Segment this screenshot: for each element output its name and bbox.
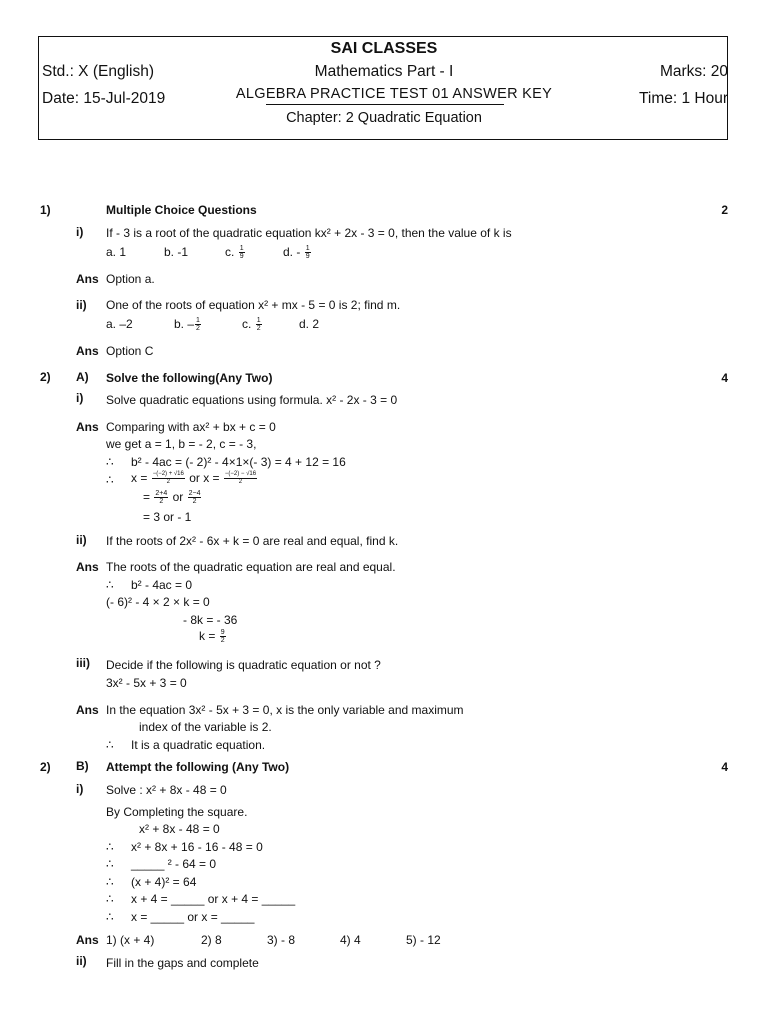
std-label: Std.: X (English) bbox=[42, 63, 154, 80]
step-line: (x + 4)² = 64 bbox=[131, 875, 197, 889]
option-c: c. $\frac{1}{2}$ bbox=[242, 317, 261, 333]
option-d: d. 2 bbox=[299, 317, 320, 331]
chapter-label: Chapter: 2 Quadratic Equation bbox=[286, 110, 482, 126]
question-text: Fill in the gaps and complete bbox=[106, 956, 259, 970]
therefore-symbol: ∴ bbox=[106, 578, 114, 592]
option-c: c. $\frac{1}{9}$ bbox=[225, 245, 244, 261]
question-number: 1) bbox=[40, 203, 51, 217]
subquestion-label: ii) bbox=[76, 298, 87, 312]
answer-item: 4) 4 bbox=[340, 933, 361, 947]
answer-line: b² - 4ac = 0 bbox=[131, 578, 193, 592]
step-line: x + 4 = _____ or x + 4 = _____ bbox=[131, 892, 296, 906]
therefore-symbol: ∴ bbox=[106, 892, 114, 906]
question-text: Solve quadratic equations using formula. x² - 2x - 3 = 0 bbox=[106, 393, 398, 407]
section-heading: Solve the following(Any Two) bbox=[106, 371, 273, 385]
step-line: _____ ² - 64 = 0 bbox=[131, 857, 217, 871]
step-line: x = _____ or x = _____ bbox=[131, 910, 255, 924]
test-title: ALGEBRA PRACTICE TEST 01 ANSWER KEY bbox=[235, 86, 553, 102]
question-text: If - 3 is a root of the quadratic equation kx² + 2x - 3 = 0, then the value of k is bbox=[106, 226, 512, 240]
question-text: One of the roots of equation x² + mx - 5 = 0 is 2; find m. bbox=[106, 298, 401, 312]
subquestion-label: i) bbox=[76, 225, 84, 239]
answer-line: - 8k = - 36 bbox=[183, 613, 238, 627]
therefore-symbol: ∴ bbox=[106, 840, 114, 854]
answer-item: 3) - 8 bbox=[267, 933, 296, 947]
subquestion-label: i) bbox=[76, 391, 84, 405]
subquestion-label: i) bbox=[76, 782, 84, 796]
option-a: a. 1 bbox=[106, 245, 127, 259]
result-line: = 3 or - 1 bbox=[143, 510, 192, 524]
answer-line: we get a = 1, b = - 2, c = - 3, bbox=[106, 437, 257, 451]
time-label: Time: 1 Hour bbox=[638, 90, 728, 107]
question-text: Solve : x² + 8x - 48 = 0 bbox=[106, 783, 227, 797]
therefore-symbol: ∴ bbox=[106, 875, 114, 889]
answer-label: Ans bbox=[76, 344, 99, 358]
answer-line: index of the variable is 2. bbox=[139, 720, 272, 734]
option-b: b. – $\frac{1}{2}$ bbox=[174, 317, 200, 333]
marks-label: Marks: 20 bbox=[659, 63, 728, 80]
equation-text: 3x² - 5x + 3 = 0 bbox=[106, 676, 187, 690]
section-label: A) bbox=[76, 370, 89, 384]
therefore-symbol: ∴ bbox=[106, 857, 114, 871]
subject-label: Mathematics Part - I bbox=[314, 63, 454, 80]
section-heading: Multiple Choice Questions bbox=[106, 203, 257, 217]
subquestion-label: ii) bbox=[76, 954, 87, 968]
therefore-symbol: ∴ bbox=[106, 738, 114, 752]
therefore-symbol: ∴ bbox=[106, 455, 114, 469]
subquestion-label: ii) bbox=[76, 533, 87, 547]
question-text: If the roots of 2x² - 6x + k = 0 are real and equal, find k. bbox=[106, 534, 399, 548]
answer-line: Comparing with ax² + bx + c = 0 bbox=[106, 420, 276, 434]
answer-line: (- 6)² - 4 × 2 × k = 0 bbox=[106, 595, 210, 609]
title-underline bbox=[266, 104, 504, 105]
question-text: Decide if the following is quadratic equation or not ? bbox=[106, 658, 381, 672]
section-heading: Attempt the following (Any Two) bbox=[106, 760, 290, 774]
answer-item: 5) - 12 bbox=[406, 933, 441, 947]
date-label: Date: 15-Jul-2019 bbox=[42, 90, 166, 107]
subquestion-label: iii) bbox=[76, 656, 90, 670]
answer-label: Ans bbox=[76, 420, 99, 434]
answer-text: Option C bbox=[106, 344, 154, 358]
section-label: B) bbox=[76, 759, 89, 773]
answer-item: 2) 8 bbox=[201, 933, 222, 947]
answer-line: In the equation 3x² - 5x + 3 = 0, x is the only variable and maximum bbox=[106, 703, 464, 717]
option-b: b. -1 bbox=[164, 245, 189, 259]
method-text: By Completing the square. bbox=[106, 805, 248, 819]
answer-label: Ans bbox=[76, 933, 99, 947]
institute-name: SAI CLASSES bbox=[330, 40, 438, 57]
answer-line: b² - 4ac = (- 2)² - 4×1×(- 3) = 4 + 12 = 16 bbox=[131, 455, 346, 469]
section-marks: 4 bbox=[721, 371, 728, 385]
answer-label: Ans bbox=[76, 703, 99, 717]
option-d: d. - $\frac{1}{9}$ bbox=[283, 245, 310, 261]
therefore-symbol: ∴ bbox=[106, 910, 114, 924]
k-result: k = $\frac{9}{2}$ bbox=[199, 629, 225, 645]
answer-text: Option a. bbox=[106, 272, 155, 286]
step-line: x² + 8x - 48 = 0 bbox=[139, 822, 220, 836]
step-line: x² + 8x + 16 - 16 - 48 = 0 bbox=[131, 840, 263, 854]
answer-label: Ans bbox=[76, 560, 99, 574]
answer-item: 1) (x + 4) bbox=[106, 933, 155, 947]
therefore-symbol: ∴ bbox=[106, 473, 114, 487]
question-number: 2) bbox=[40, 760, 51, 774]
formula-line: = $\frac{2+4}{2}$ or $\frac{2-4}{2}$ bbox=[143, 490, 201, 506]
answer-label: Ans bbox=[76, 272, 99, 286]
section-marks: 4 bbox=[721, 760, 728, 774]
answer-line: The roots of the quadratic equation are real and equal. bbox=[106, 560, 396, 574]
section-marks: 2 bbox=[721, 203, 728, 217]
option-a: a. –2 bbox=[106, 317, 133, 331]
answer-line: It is a quadratic equation. bbox=[131, 738, 266, 752]
formula-line: x = $\frac{-(-2) + √16}{2}$ or x = $\frac{-(-2) - √16}{2}$ bbox=[131, 471, 257, 486]
question-number: 2) bbox=[40, 370, 51, 384]
